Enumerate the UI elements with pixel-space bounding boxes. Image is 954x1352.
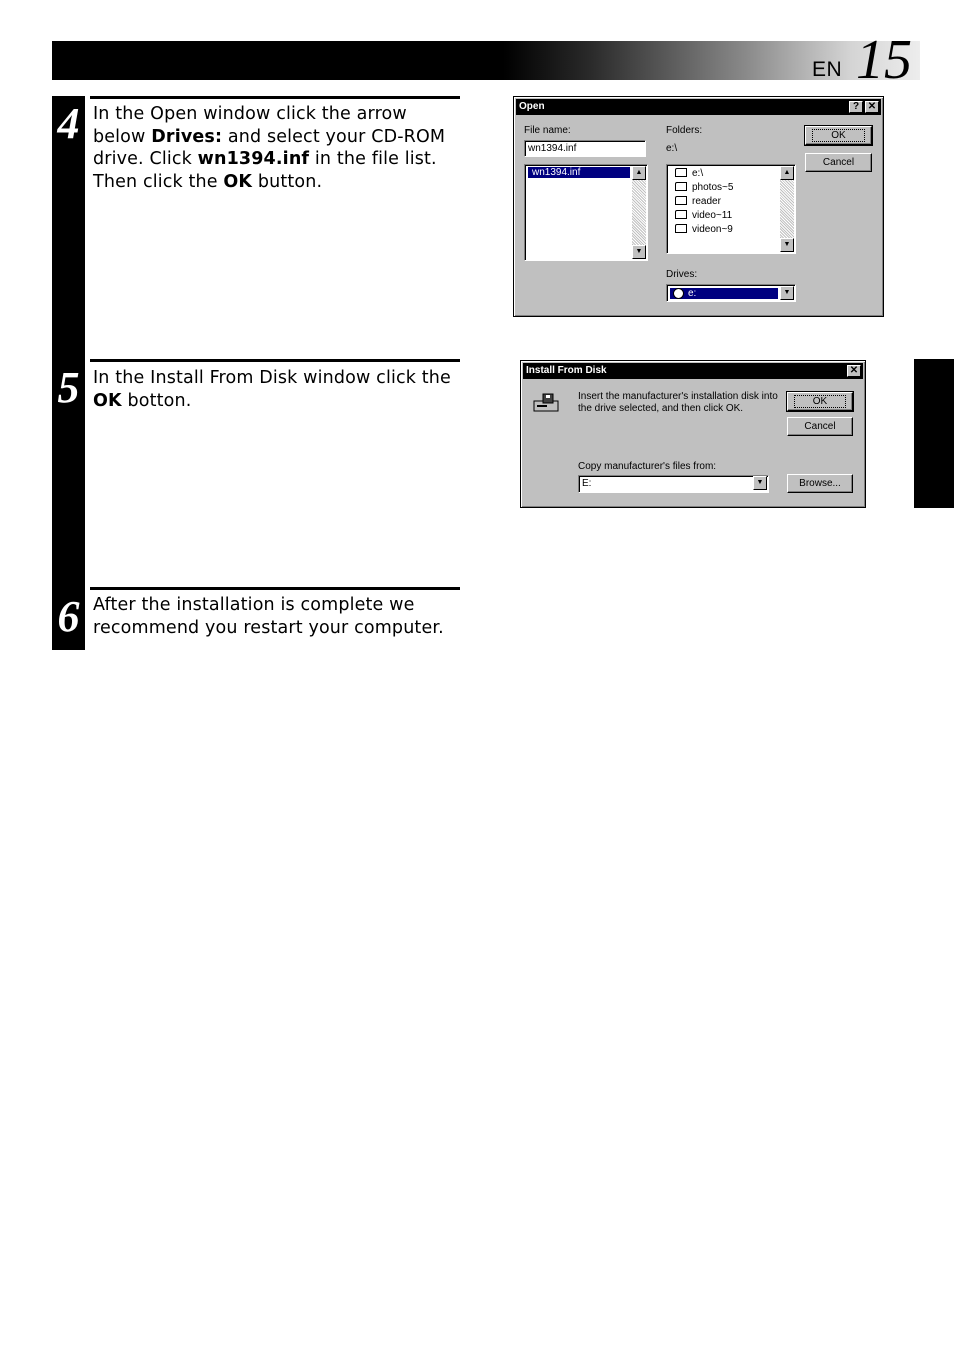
drives-label: Drives: (666, 269, 698, 280)
folder-icon (675, 224, 687, 233)
side-tab (914, 359, 954, 508)
file-list-item[interactable]: wn1394.inf (528, 167, 630, 178)
step-rule-4 (90, 96, 460, 99)
browse-button[interactable]: Browse... (787, 474, 853, 493)
file-list-scrollbar[interactable] (632, 166, 646, 259)
step-text-run: In the Open window click the arrow below (93, 104, 407, 147)
header-band (52, 41, 920, 80)
install-message: Insert the manufacturer's installation disk into the drive selected, and then click OK. (578, 391, 778, 414)
step-number-6: 6 (57, 592, 80, 641)
step-number-4: 4 (57, 99, 80, 148)
folder-item[interactable]: e:\ (675, 168, 703, 180)
folder-icon (675, 196, 687, 205)
copy-from-input[interactable]: E: (578, 475, 769, 493)
install-from-disk-dialog (520, 360, 866, 508)
open-dialog (513, 96, 884, 317)
copy-from-label: Copy manufacturer's files from: (578, 461, 717, 472)
file-name-input[interactable]: wn1394.inf (524, 140, 646, 157)
folder-item[interactable]: photos~5 (675, 182, 733, 194)
focus-ring: OK (794, 395, 846, 408)
file-list[interactable] (524, 164, 648, 261)
file-name-label: File name: (524, 125, 571, 136)
step-text-run: button. (252, 171, 323, 192)
page-number: 15 (856, 29, 912, 91)
step-rule-5 (90, 359, 460, 362)
chevron-down-icon[interactable]: ▼ (753, 476, 767, 490)
open-dialog-title: Open (519, 101, 545, 112)
step-text-run: In the Install From Disk window click the (93, 368, 451, 388)
step-text-6 (93, 594, 461, 639)
scroll-up-icon[interactable]: ▲ (780, 166, 794, 180)
folder-icon (675, 210, 687, 219)
cd-drive-icon (673, 288, 684, 299)
folder-item[interactable]: video~11 (675, 210, 732, 222)
step-text-bold: Drives: (151, 126, 223, 147)
open-dialog-titlebar (516, 99, 881, 115)
folders-label: Folders: (666, 125, 703, 136)
step-text-run: After the installation is complete we recommend you restart your computer. (93, 595, 444, 638)
scroll-down-icon[interactable]: ▼ (632, 245, 646, 259)
folders-path: e:\ (666, 143, 678, 154)
close-icon[interactable]: ✕ (865, 101, 879, 113)
open-folder-icon (675, 168, 687, 177)
help-button[interactable]: ? (849, 101, 863, 113)
language-label: EN (812, 58, 843, 81)
step-text-run: and select your CD-ROM drive. Click (93, 126, 446, 170)
step-text-4 (93, 103, 461, 193)
step-text-run: botton. (121, 390, 192, 411)
close-icon[interactable]: ✕ (847, 365, 861, 377)
step-text-bold: OK (93, 390, 122, 411)
install-dialog-titlebar (523, 363, 863, 379)
folder-item[interactable]: reader (675, 196, 721, 208)
chevron-down-icon[interactable]: ▼ (780, 286, 794, 300)
install-ok-button[interactable] (787, 392, 853, 411)
folder-icon (675, 182, 687, 191)
install-cancel-button[interactable]: Cancel (787, 417, 853, 436)
folder-list[interactable] (666, 164, 796, 254)
install-dialog-title: Install From Disk (526, 365, 607, 376)
cancel-button[interactable]: Cancel (805, 153, 872, 172)
scroll-up-icon[interactable]: ▲ (632, 166, 646, 180)
step-text-bold: wn1394.inf (197, 149, 310, 170)
folder-list-scrollbar[interactable] (780, 166, 794, 252)
step-text-5 (93, 367, 461, 412)
scroll-down-icon[interactable]: ▼ (780, 238, 794, 252)
step-text-bold: OK (223, 171, 253, 192)
ok-button[interactable] (805, 126, 872, 145)
step-text-run: in the file list. Then click the (93, 149, 437, 192)
step-number-5: 5 (57, 363, 80, 412)
drives-selected: e: (670, 288, 778, 299)
drives-select[interactable] (666, 284, 796, 302)
focus-ring: OK (812, 129, 864, 142)
step-rule-6 (90, 587, 460, 590)
disk-drive-icon (533, 393, 559, 413)
folder-item[interactable]: videon~9 (675, 224, 733, 236)
